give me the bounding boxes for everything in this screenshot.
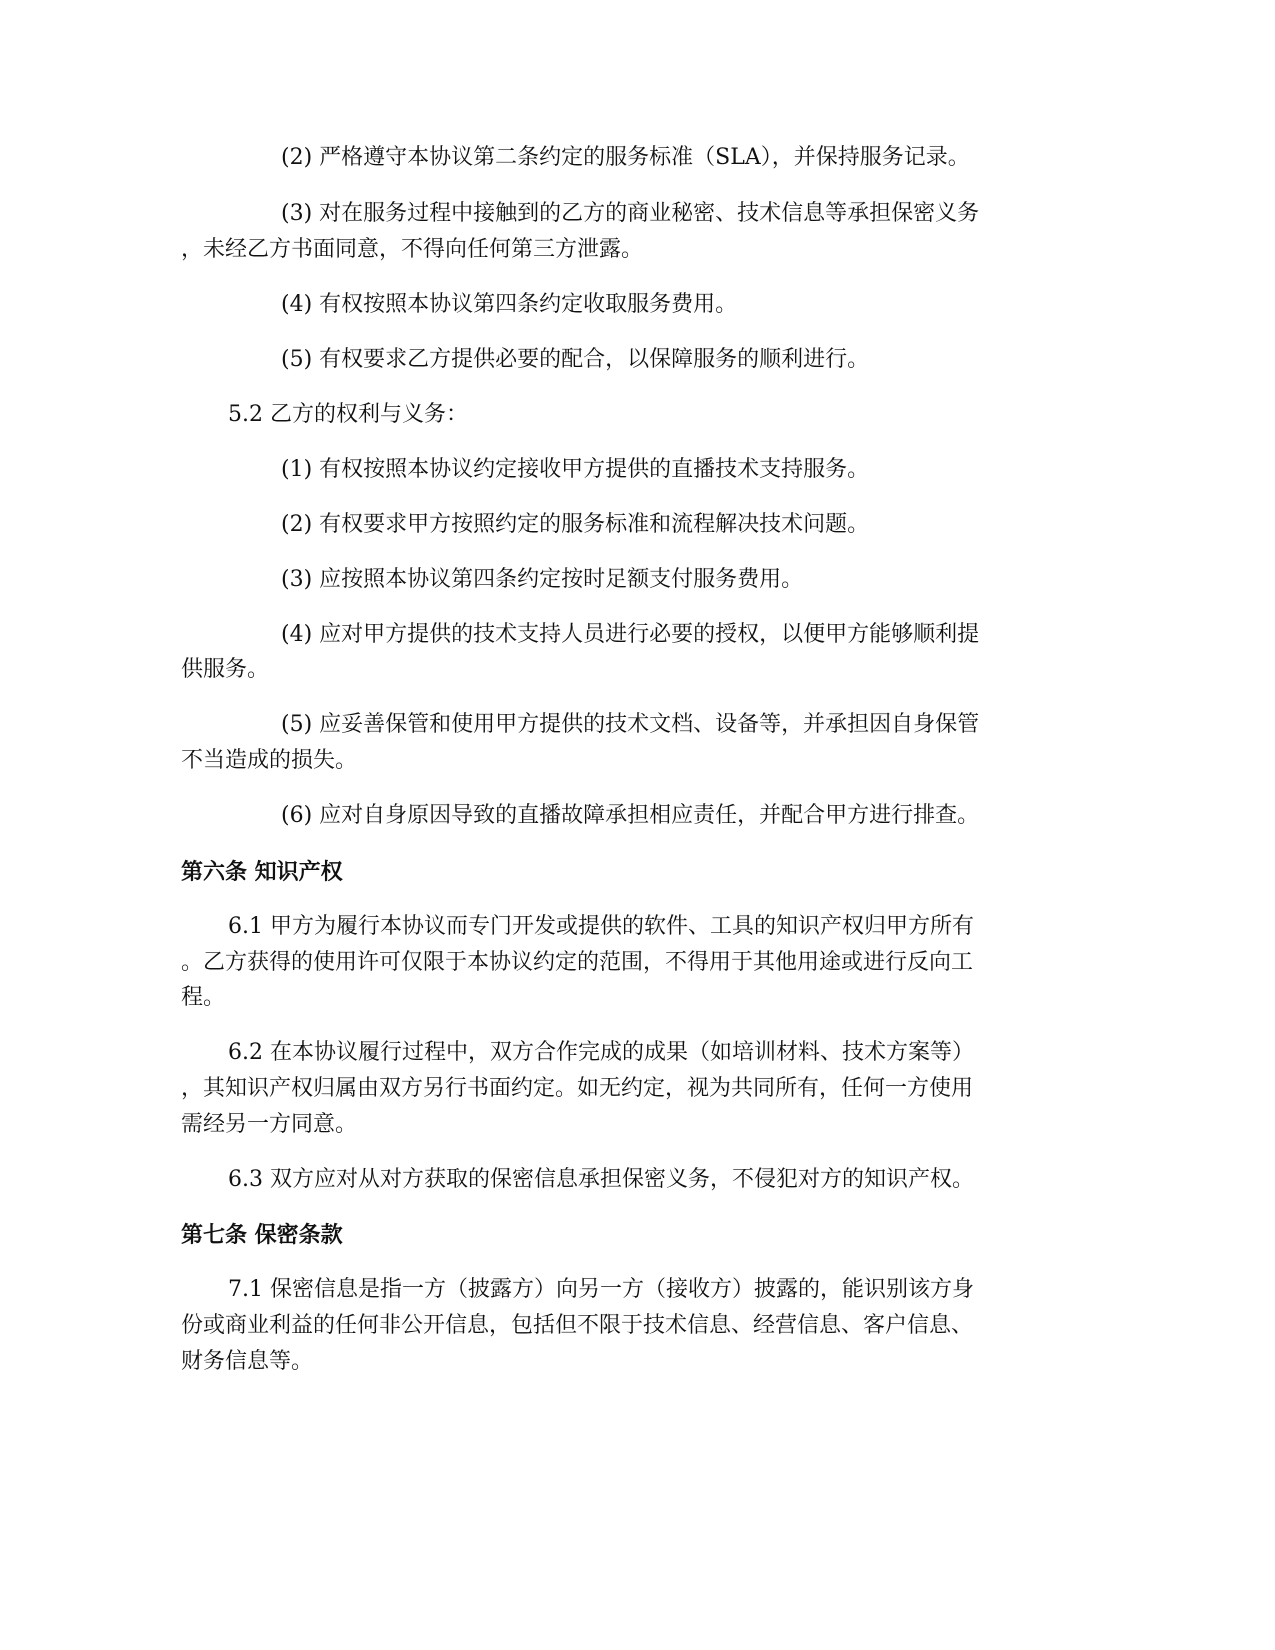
clause-5-2-item-5: (5) 应妥善保管和使用甲方提供的技术文档、设备等，并承担因自身保管 [281,712,980,737]
clause-6-2: 6.2 在本协议履行过程中，双方合作完成的成果（如培训材料、技术方案等） [228,1040,974,1065]
clause-6-2-cont-1: ，其知识产权归属由双方另行书面约定。如无约定，视为共同所有，任何一方使用 [181,1076,974,1101]
clause-6-2-cont-2: 需经另一方同意。 [181,1112,358,1137]
clause-5-1-item-3: (3) 对在服务过程中接触到的乙方的商业秘密、技术信息等承担保密义务 [281,201,980,226]
clause-6-3: 6.3 双方应对从对方获取的保密信息承担保密义务，不侵犯对方的知识产权。 [228,1167,974,1192]
clause-5-2-item-4: (4) 应对甲方提供的技术支持人员进行必要的授权，以便甲方能够顺利提 [281,622,980,647]
clause-5-2-item-2: (2) 有权要求甲方按照约定的服务标准和流程解决技术问题。 [281,512,870,537]
clause-5-1-item-3-cont: ，未经乙方书面同意，不得向任何第三方泄露。 [181,237,644,262]
clause-7-1: 7.1 保密信息是指一方（披露方）向另一方（接收方）披露的，能识别该方身 [228,1277,974,1302]
clause-5-2-item-5-cont: 不当造成的损失。 [181,748,358,773]
clause-5-2-item-1: (1) 有权按照本协议约定接收甲方提供的直播技术支持服务。 [281,457,870,482]
clause-5-2-heading: 5.2 乙方的权利与义务： [228,402,468,427]
clause-7-1-cont-1: 份或商业利益的任何非公开信息，包括但不限于技术信息、经营信息、客户信息、 [181,1313,974,1338]
clause-5-1-item-5: (5) 有权要求乙方提供必要的配合，以保障服务的顺利进行。 [281,347,870,372]
clause-6-1-cont-1: 。乙方获得的使用许可仅限于本协议约定的范围，不得用于其他用途或进行反向工 [181,950,974,975]
clause-6-1-cont-2: 程。 [181,985,226,1010]
clause-7-1-cont-2: 财务信息等。 [181,1349,314,1374]
clause-5-2-item-4-cont: 供服务。 [181,657,270,682]
clause-5-1-item-4: (4) 有权按照本协议第四条约定收取服务费用。 [281,292,738,317]
clause-5-2-item-3: (3) 应按照本协议第四条约定按时足额支付服务费用。 [281,567,804,592]
clause-5-1-item-2: (2) 严格遵守本协议第二条约定的服务标准（SLA），并保持服务记录。 [281,145,970,170]
article-6-heading: 第六条 知识产权 [181,859,343,885]
clause-6-1: 6.1 甲方为履行本协议而专门开发或提供的软件、工具的知识产权归甲方所有 [228,914,974,939]
article-7-heading: 第七条 保密条款 [181,1222,343,1248]
clause-5-2-item-6: (6) 应对自身原因导致的直播故障承担相应责任，并配合甲方进行排查。 [281,803,980,828]
